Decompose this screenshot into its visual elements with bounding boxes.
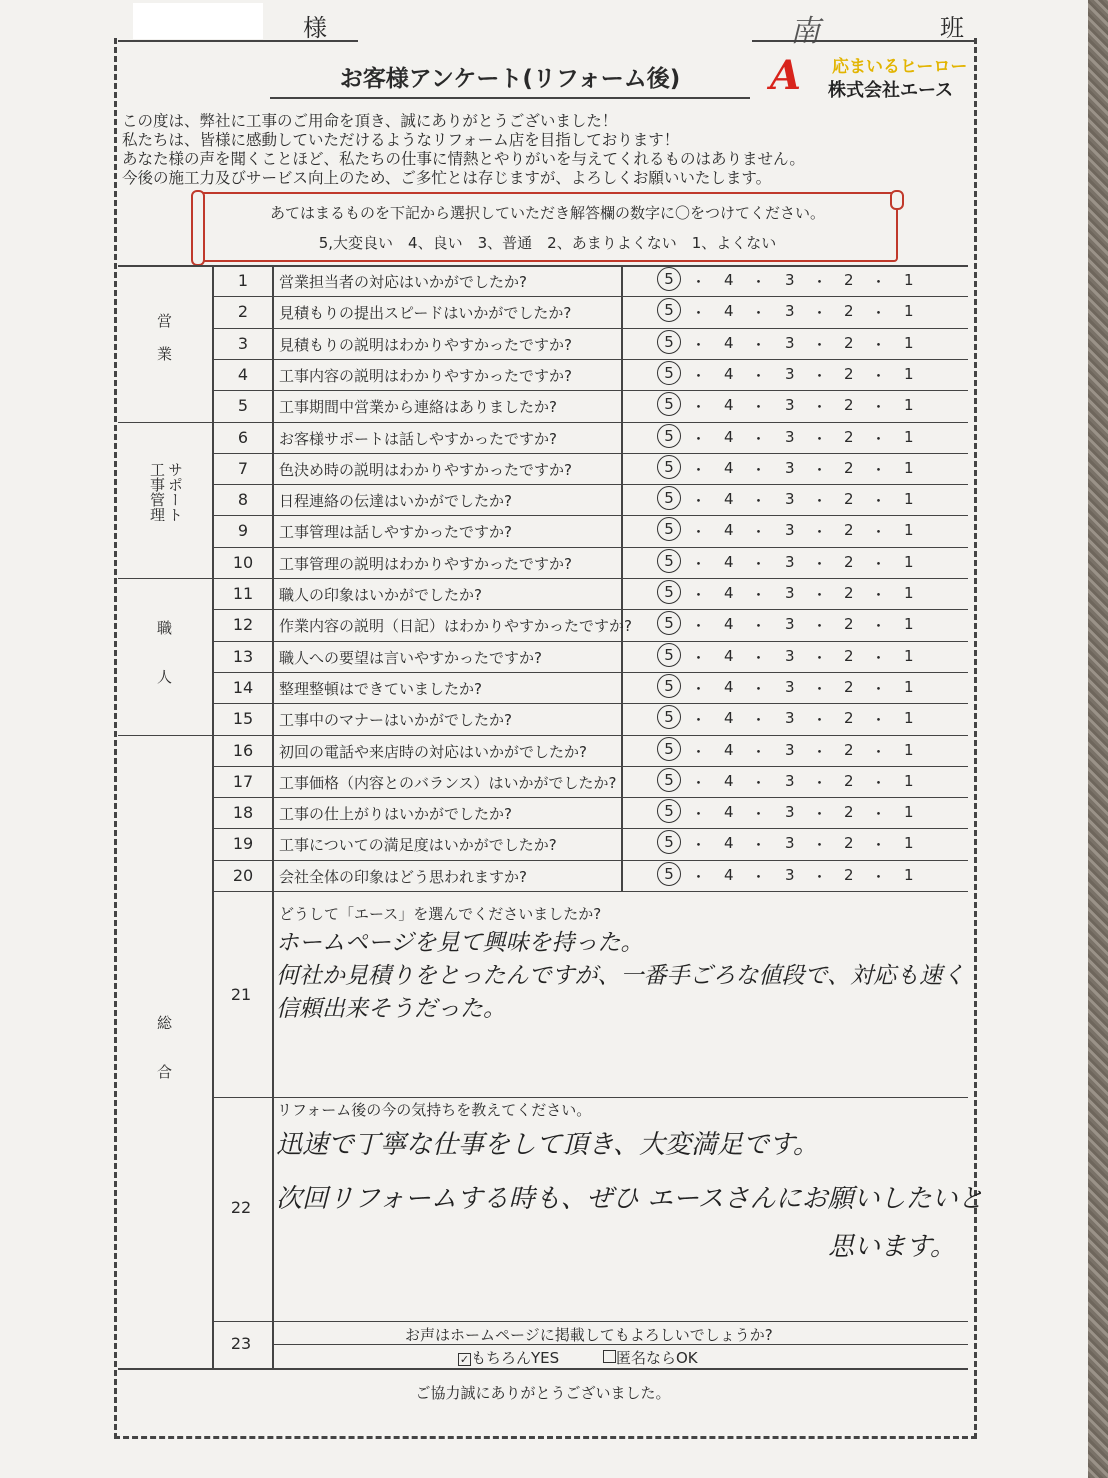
rating-option[interactable]: 3 <box>785 302 795 320</box>
rating-option[interactable]: 4 <box>724 615 734 633</box>
scale-column-rule <box>621 265 623 891</box>
scale-separator: ・ <box>812 805 828 823</box>
row-rule <box>212 609 968 610</box>
question-number: 2 <box>237 302 249 321</box>
intro-text <box>122 112 972 188</box>
scale-separator: ・ <box>871 836 887 854</box>
scale-separator: ・ <box>871 711 887 729</box>
question-text: 初回の電話や来店時の対応はいかがでしたか? <box>279 743 587 761</box>
rating-option[interactable]: 2 <box>844 678 854 696</box>
question-text: 工事価格（内容とのバランス）はいかがでしたか? <box>279 774 617 792</box>
question-number: 17 <box>232 772 254 791</box>
rating-option[interactable]: 4 <box>724 396 734 414</box>
rating-option[interactable]: 2 <box>844 521 854 539</box>
row-rule <box>212 359 968 360</box>
scale-separator: ・ <box>751 617 767 635</box>
rating-option[interactable]: 2 <box>844 334 854 352</box>
question-number: 1 <box>237 271 249 290</box>
rating-option-circled[interactable]: 5 <box>657 486 681 510</box>
scale-separator: ・ <box>871 743 887 761</box>
question-number: 20 <box>232 866 254 885</box>
intro-line: 私たちは、皆様に感動していただけるようなリフォーム店を目指しております！ <box>122 131 680 149</box>
option-anonymous[interactable] <box>603 1347 698 1368</box>
category-overall: 総合 <box>155 1015 173 1113</box>
rating-option-circled[interactable]: 5 <box>657 862 681 886</box>
rating-option[interactable]: 3 <box>785 834 795 852</box>
rating-option[interactable]: 4 <box>724 553 734 571</box>
instructions-line-1: あてはまるものを下記から選択していただき解答欄の数字に〇をつけてください。 <box>269 204 825 222</box>
question-text: 工事管理の説明はわかりやすかったですか? <box>279 555 572 573</box>
scale-separator: ・ <box>812 430 828 448</box>
row-rule <box>212 891 968 892</box>
question-number: 5 <box>237 396 249 415</box>
rating-option-circled[interactable]: 5 <box>657 298 681 322</box>
scale-separator: ・ <box>871 523 887 541</box>
scale-separator: ・ <box>812 836 828 854</box>
rating-option[interactable]: 3 <box>785 396 795 414</box>
question-text: 日程連絡の伝達はいかがでしたか? <box>279 492 512 510</box>
rating-option[interactable]: 1 <box>904 428 914 446</box>
question-number: 22 <box>230 1198 252 1217</box>
scale-separator: ・ <box>751 461 767 479</box>
scale-separator: ・ <box>871 868 887 886</box>
scale-separator: ・ <box>812 523 828 541</box>
rating-option-circled[interactable]: 5 <box>657 424 681 448</box>
question-number: 13 <box>232 647 254 666</box>
rating-option[interactable]: 3 <box>785 709 795 727</box>
scale-separator: ・ <box>871 649 887 667</box>
question-21-prompt: どうして「エース」を選んでくださいましたか? <box>279 905 602 923</box>
intro-line: この度は、弊社に工事のご用命を頂き、誠にありがとうございました！ <box>122 112 618 130</box>
rating-option[interactable]: 3 <box>785 772 795 790</box>
row-rule <box>212 735 968 736</box>
rating-option[interactable]: 4 <box>724 365 734 383</box>
rating-option[interactable]: 2 <box>844 553 854 571</box>
scale-separator: ・ <box>751 774 767 792</box>
rating-option[interactable]: 1 <box>904 584 914 602</box>
rating-option[interactable]: 4 <box>724 709 734 727</box>
question-text: 営業担当者の対応はいかがでしたか? <box>279 273 527 291</box>
rating-option-circled[interactable]: 5 <box>657 392 681 416</box>
rating-option[interactable]: 4 <box>724 302 734 320</box>
scale-separator: ・ <box>691 461 707 479</box>
scale-separator: ・ <box>751 555 767 573</box>
rating-option[interactable]: 4 <box>724 834 734 852</box>
rating-option[interactable]: 1 <box>904 459 914 477</box>
checkbox-checked-icon[interactable]: ✓ <box>459 1353 470 1366</box>
scale-separator: ・ <box>751 273 767 291</box>
rating-option[interactable]: 3 <box>785 866 795 884</box>
rating-option[interactable]: 1 <box>904 334 914 352</box>
scale-separator: ・ <box>812 304 828 322</box>
scale-separator: ・ <box>751 398 767 416</box>
question-text: 職人への要望は言いやすかったですか? <box>279 649 542 667</box>
scale-separator: ・ <box>812 398 828 416</box>
rating-option[interactable]: 1 <box>904 709 914 727</box>
category-support: サポート <box>166 462 184 522</box>
q22-answer-line: 迅速で丁寧な仕事をして頂き、大変満足です。 <box>276 1130 819 1160</box>
category-rule <box>118 578 212 579</box>
question-text: 作業内容の説明（日記）はわかりやすかったですか? <box>279 617 632 635</box>
honorific-sama: 様 <box>303 14 327 42</box>
question-number: 11 <box>232 584 254 603</box>
question-text: 工事の仕上がりはいかがでしたか? <box>279 805 512 823</box>
rating-option[interactable]: 3 <box>785 615 795 633</box>
scale-separator: ・ <box>812 680 828 698</box>
scale-separator: ・ <box>751 586 767 604</box>
question-text: 工事中のマナーはいかがでしたか? <box>279 711 512 729</box>
rating-option[interactable]: 4 <box>724 334 734 352</box>
rating-option[interactable]: 1 <box>904 866 914 884</box>
question-number: 9 <box>237 521 249 540</box>
option-yes-label: もちろんYES <box>471 1349 560 1367</box>
logo-mark: A <box>770 52 802 99</box>
rating-option[interactable]: 1 <box>904 302 914 320</box>
rating-option[interactable]: 1 <box>904 553 914 571</box>
rating-option[interactable]: 1 <box>904 772 914 790</box>
row-rule <box>212 703 968 704</box>
question-text: 色決め時の説明はわかりやすかったですか? <box>279 461 572 479</box>
rating-option[interactable]: 1 <box>904 803 914 821</box>
scale-separator: ・ <box>751 336 767 354</box>
rating-option[interactable]: 1 <box>904 396 914 414</box>
scale-separator: ・ <box>691 836 707 854</box>
scale-separator: ・ <box>812 367 828 385</box>
scale-separator: ・ <box>691 304 707 322</box>
scale-separator: ・ <box>812 868 828 886</box>
rating-option[interactable]: 2 <box>844 615 854 633</box>
rating-option[interactable]: 4 <box>724 803 734 821</box>
rating-option[interactable]: 4 <box>724 866 734 884</box>
rating-option[interactable]: 1 <box>904 521 914 539</box>
scale-separator: ・ <box>691 586 707 604</box>
scale-separator: ・ <box>812 555 828 573</box>
rating-option[interactable]: 2 <box>844 428 854 446</box>
scale-separator: ・ <box>812 336 828 354</box>
scale-separator: ・ <box>691 492 707 510</box>
rating-option-circled[interactable]: 5 <box>657 799 681 823</box>
rating-option[interactable]: 4 <box>724 459 734 477</box>
rating-option[interactable]: 2 <box>844 271 854 289</box>
category-rule <box>118 735 212 736</box>
rating-option[interactable]: 4 <box>724 647 734 665</box>
category-construction-mgmt: 工事管理 <box>148 462 166 522</box>
rating-option[interactable]: 4 <box>724 741 734 759</box>
question-text: 会社全体の印象はどう思われますか? <box>279 868 527 886</box>
question-number: 7 <box>237 459 249 478</box>
row-rule <box>212 860 968 861</box>
question-number: 21 <box>230 985 252 1004</box>
scale-separator: ・ <box>691 868 707 886</box>
table-top-rule <box>118 265 968 267</box>
rating-option[interactable]: 4 <box>724 584 734 602</box>
scale-separator: ・ <box>751 367 767 385</box>
question-number: 10 <box>232 553 254 572</box>
scale-separator: ・ <box>871 273 887 291</box>
scale-separator: ・ <box>812 711 828 729</box>
team-label: 班 <box>940 14 964 42</box>
row-rule <box>212 296 968 297</box>
rating-option-circled[interactable]: 5 <box>657 611 681 635</box>
rating-option[interactable]: 2 <box>844 741 854 759</box>
intro-line: あなた様の声を聞くことほど、私たちの仕事に情熱とやりがいを与えてくれるものはありません。 <box>122 150 805 168</box>
scale-separator: ・ <box>871 398 887 416</box>
row-rule <box>212 828 968 829</box>
question-number: 4 <box>237 365 249 384</box>
intro-line: 今後の施工力及びサービス向上のため、ご多忙とは存じますが、よろしくお願いいたします。 <box>122 169 772 187</box>
scale-separator: ・ <box>691 398 707 416</box>
q21-bottom-rule <box>212 1097 968 1098</box>
row-rule <box>212 390 968 391</box>
rating-option[interactable]: 2 <box>844 647 854 665</box>
rating-option[interactable]: 3 <box>785 647 795 665</box>
row-rule <box>212 484 968 485</box>
scale-separator: ・ <box>871 304 887 322</box>
scale-separator: ・ <box>812 774 828 792</box>
question-number: 18 <box>232 803 254 822</box>
scale-separator: ・ <box>871 336 887 354</box>
question-number: 3 <box>237 334 249 353</box>
q21-answer-line: 信頼出来そうだった。 <box>276 996 506 1022</box>
logo-tagline: 応まいるヒーロー <box>832 57 968 77</box>
category-craftsman: 職人 <box>155 620 173 718</box>
rating-option[interactable]: 3 <box>785 553 795 571</box>
scale-separator: ・ <box>691 273 707 291</box>
question-number: 14 <box>232 678 254 697</box>
scale-separator: ・ <box>871 774 887 792</box>
scale-separator: ・ <box>871 680 887 698</box>
scale-separator: ・ <box>751 743 767 761</box>
rating-option[interactable]: 3 <box>785 741 795 759</box>
table-bottom-rule <box>118 1368 968 1370</box>
question-text: 見積もりの提出スピードはいかがでしたか? <box>279 304 572 322</box>
handwritten-team-name: 南 <box>790 14 820 49</box>
rating-option[interactable]: 3 <box>785 490 795 508</box>
scale-separator: ・ <box>812 743 828 761</box>
rating-option[interactable]: 2 <box>844 772 854 790</box>
rating-option[interactable]: 2 <box>844 396 854 414</box>
question-number: 23 <box>230 1334 252 1353</box>
rating-option-circled[interactable]: 5 <box>657 330 681 354</box>
question-22-prompt: リフォーム後の今の気持ちを教えてください。 <box>277 1101 592 1119</box>
rating-option[interactable]: 3 <box>785 678 795 696</box>
rating-option[interactable]: 2 <box>844 584 854 602</box>
scale-separator: ・ <box>871 367 887 385</box>
scale-separator: ・ <box>691 367 707 385</box>
question-number: 8 <box>237 490 249 509</box>
scale-separator: ・ <box>751 304 767 322</box>
rating-option[interactable]: 4 <box>724 428 734 446</box>
rating-option[interactable]: 1 <box>904 741 914 759</box>
rating-option[interactable]: 1 <box>904 271 914 289</box>
question-number: 19 <box>232 834 254 853</box>
rating-option-circled[interactable]: 5 <box>657 267 681 291</box>
scale-separator: ・ <box>871 805 887 823</box>
scale-separator: ・ <box>691 336 707 354</box>
scale-separator: ・ <box>691 805 707 823</box>
rating-option[interactable]: 1 <box>904 678 914 696</box>
rating-option[interactable]: 3 <box>785 584 795 602</box>
row-rule <box>212 797 968 798</box>
rating-option[interactable]: 3 <box>785 521 795 539</box>
category-sales: 営業 <box>155 313 173 379</box>
rating-option[interactable]: 2 <box>844 490 854 508</box>
rating-option[interactable]: 1 <box>904 365 914 383</box>
rating-option[interactable]: 4 <box>724 521 734 539</box>
scale-separator: ・ <box>691 430 707 448</box>
rating-option[interactable]: 4 <box>724 490 734 508</box>
scale-separator: ・ <box>691 617 707 635</box>
company-logo <box>770 52 980 102</box>
question-text: 整理整頓はできていましたか? <box>279 680 482 698</box>
rating-option[interactable]: 2 <box>844 709 854 727</box>
question-number: 12 <box>232 615 254 634</box>
scale-separator: ・ <box>812 492 828 510</box>
scale-separator: ・ <box>751 836 767 854</box>
scale-separator: ・ <box>751 868 767 886</box>
scale-separator: ・ <box>812 617 828 635</box>
scale-separator: ・ <box>691 649 707 667</box>
question-text: 工事内容の説明はわかりやすかったですか? <box>279 367 572 385</box>
rating-option-circled[interactable]: 5 <box>657 830 681 854</box>
question-23-prompt: お声はホームページに掲載してもよろしいでしょうか? <box>405 1326 773 1344</box>
row-rule <box>212 422 968 423</box>
rating-option[interactable]: 3 <box>785 271 795 289</box>
scale-separator: ・ <box>691 743 707 761</box>
rating-option-circled[interactable]: 5 <box>657 517 681 541</box>
rating-option-circled[interactable]: 5 <box>657 643 681 667</box>
scale-separator: ・ <box>691 680 707 698</box>
page-title: お客様アンケート(リフォーム後) <box>270 60 750 99</box>
scale-separator: ・ <box>871 586 887 604</box>
scale-separator: ・ <box>812 586 828 604</box>
scale-separator: ・ <box>691 711 707 729</box>
instructions-scroll <box>197 192 898 262</box>
question-number: 16 <box>232 741 254 760</box>
rating-option[interactable]: 1 <box>904 647 914 665</box>
rating-option-circled[interactable]: 5 <box>657 455 681 479</box>
rating-option[interactable]: 2 <box>844 302 854 320</box>
q21-answer-line: ホームページを見て興味を持った。 <box>276 930 644 956</box>
rating-option[interactable]: 4 <box>724 678 734 696</box>
rating-option[interactable]: 2 <box>844 459 854 477</box>
rating-option-circled[interactable]: 5 <box>657 580 681 604</box>
q22-bottom-rule <box>212 1321 968 1322</box>
checkbox-icon[interactable] <box>603 1350 616 1363</box>
option-anonymous-label: 匿名ならOK <box>616 1349 698 1367</box>
rating-option[interactable]: 1 <box>904 615 914 633</box>
q22-answer-line: 次回リフォームする時も、ぜひ エースさんにお願いしたいと <box>276 1184 984 1214</box>
redacted-name-box <box>133 3 263 39</box>
scale-separator: ・ <box>691 523 707 541</box>
rating-option[interactable]: 4 <box>724 271 734 289</box>
row-rule <box>212 547 968 548</box>
rating-option[interactable]: 2 <box>844 365 854 383</box>
question-number: 6 <box>237 428 249 447</box>
question-column-rule <box>272 265 274 1368</box>
rating-option[interactable]: 3 <box>785 334 795 352</box>
q22-answer-line: 思います。 <box>828 1232 956 1262</box>
thank-you-note: ご協力誠にありがとうございました。 <box>415 1384 671 1402</box>
row-rule <box>212 328 968 329</box>
row-rule <box>212 641 968 642</box>
category-rule <box>118 422 212 423</box>
rating-option-circled[interactable]: 5 <box>657 768 681 792</box>
row-rule <box>212 672 968 673</box>
rating-option[interactable]: 3 <box>785 428 795 446</box>
scale-separator: ・ <box>871 492 887 510</box>
question-text: 見積もりの説明はわかりやすかったですか? <box>279 336 572 354</box>
rating-option-circled[interactable]: 5 <box>657 549 681 573</box>
scale-separator: ・ <box>871 461 887 479</box>
rating-option[interactable]: 3 <box>785 459 795 477</box>
rating-option[interactable]: 4 <box>724 772 734 790</box>
row-rule <box>212 453 968 454</box>
scale-separator: ・ <box>871 617 887 635</box>
row-rule <box>212 515 968 516</box>
scale-separator: ・ <box>691 774 707 792</box>
question-text: 工事についての満足度はいかがでしたか? <box>279 836 557 854</box>
scale-separator: ・ <box>871 555 887 573</box>
scale-separator: ・ <box>812 273 828 291</box>
question-text: 工事管理は話しやすかったですか? <box>279 523 512 541</box>
rating-option-circled[interactable]: 5 <box>657 705 681 729</box>
rating-option[interactable]: 3 <box>785 803 795 821</box>
scale-separator: ・ <box>751 649 767 667</box>
scale-separator: ・ <box>751 680 767 698</box>
rating-option[interactable]: 1 <box>904 490 914 508</box>
question-number: 15 <box>232 709 254 728</box>
rating-option[interactable]: 1 <box>904 834 914 852</box>
scale-separator: ・ <box>751 523 767 541</box>
scale-separator: ・ <box>691 555 707 573</box>
rating-option-circled[interactable]: 5 <box>657 674 681 698</box>
q21-answer-line: 何社か見積りをとったんですが、一番手ごろな値段で、対応も速く <box>276 963 966 989</box>
question-text: 職人の印象はいかがでしたか? <box>279 586 482 604</box>
rating-option[interactable]: 2 <box>844 866 854 884</box>
scale-separator: ・ <box>871 430 887 448</box>
company-name: 株式会社エース <box>828 80 954 101</box>
scale-separator: ・ <box>812 649 828 667</box>
rating-option[interactable]: 2 <box>844 803 854 821</box>
rating-option-circled[interactable]: 5 <box>657 361 681 385</box>
instructions-scale-legend: 5,大変良い 4、良い 3、普通 2、あまりよくない 1、よくない <box>318 234 777 252</box>
scale-separator: ・ <box>812 461 828 479</box>
option-yes[interactable] <box>458 1347 559 1368</box>
rating-option-circled[interactable]: 5 <box>657 737 681 761</box>
row-rule <box>212 578 968 579</box>
scale-separator: ・ <box>751 711 767 729</box>
scale-separator: ・ <box>751 805 767 823</box>
question-text: お客様サポートは話しやすかったですか? <box>279 430 557 448</box>
row-rule <box>212 766 968 767</box>
scale-separator: ・ <box>751 492 767 510</box>
question-text: 工事期間中営業から連絡はありましたか? <box>279 398 557 416</box>
scale-separator: ・ <box>751 430 767 448</box>
rating-option[interactable]: 2 <box>844 834 854 852</box>
rating-option[interactable]: 3 <box>785 365 795 383</box>
